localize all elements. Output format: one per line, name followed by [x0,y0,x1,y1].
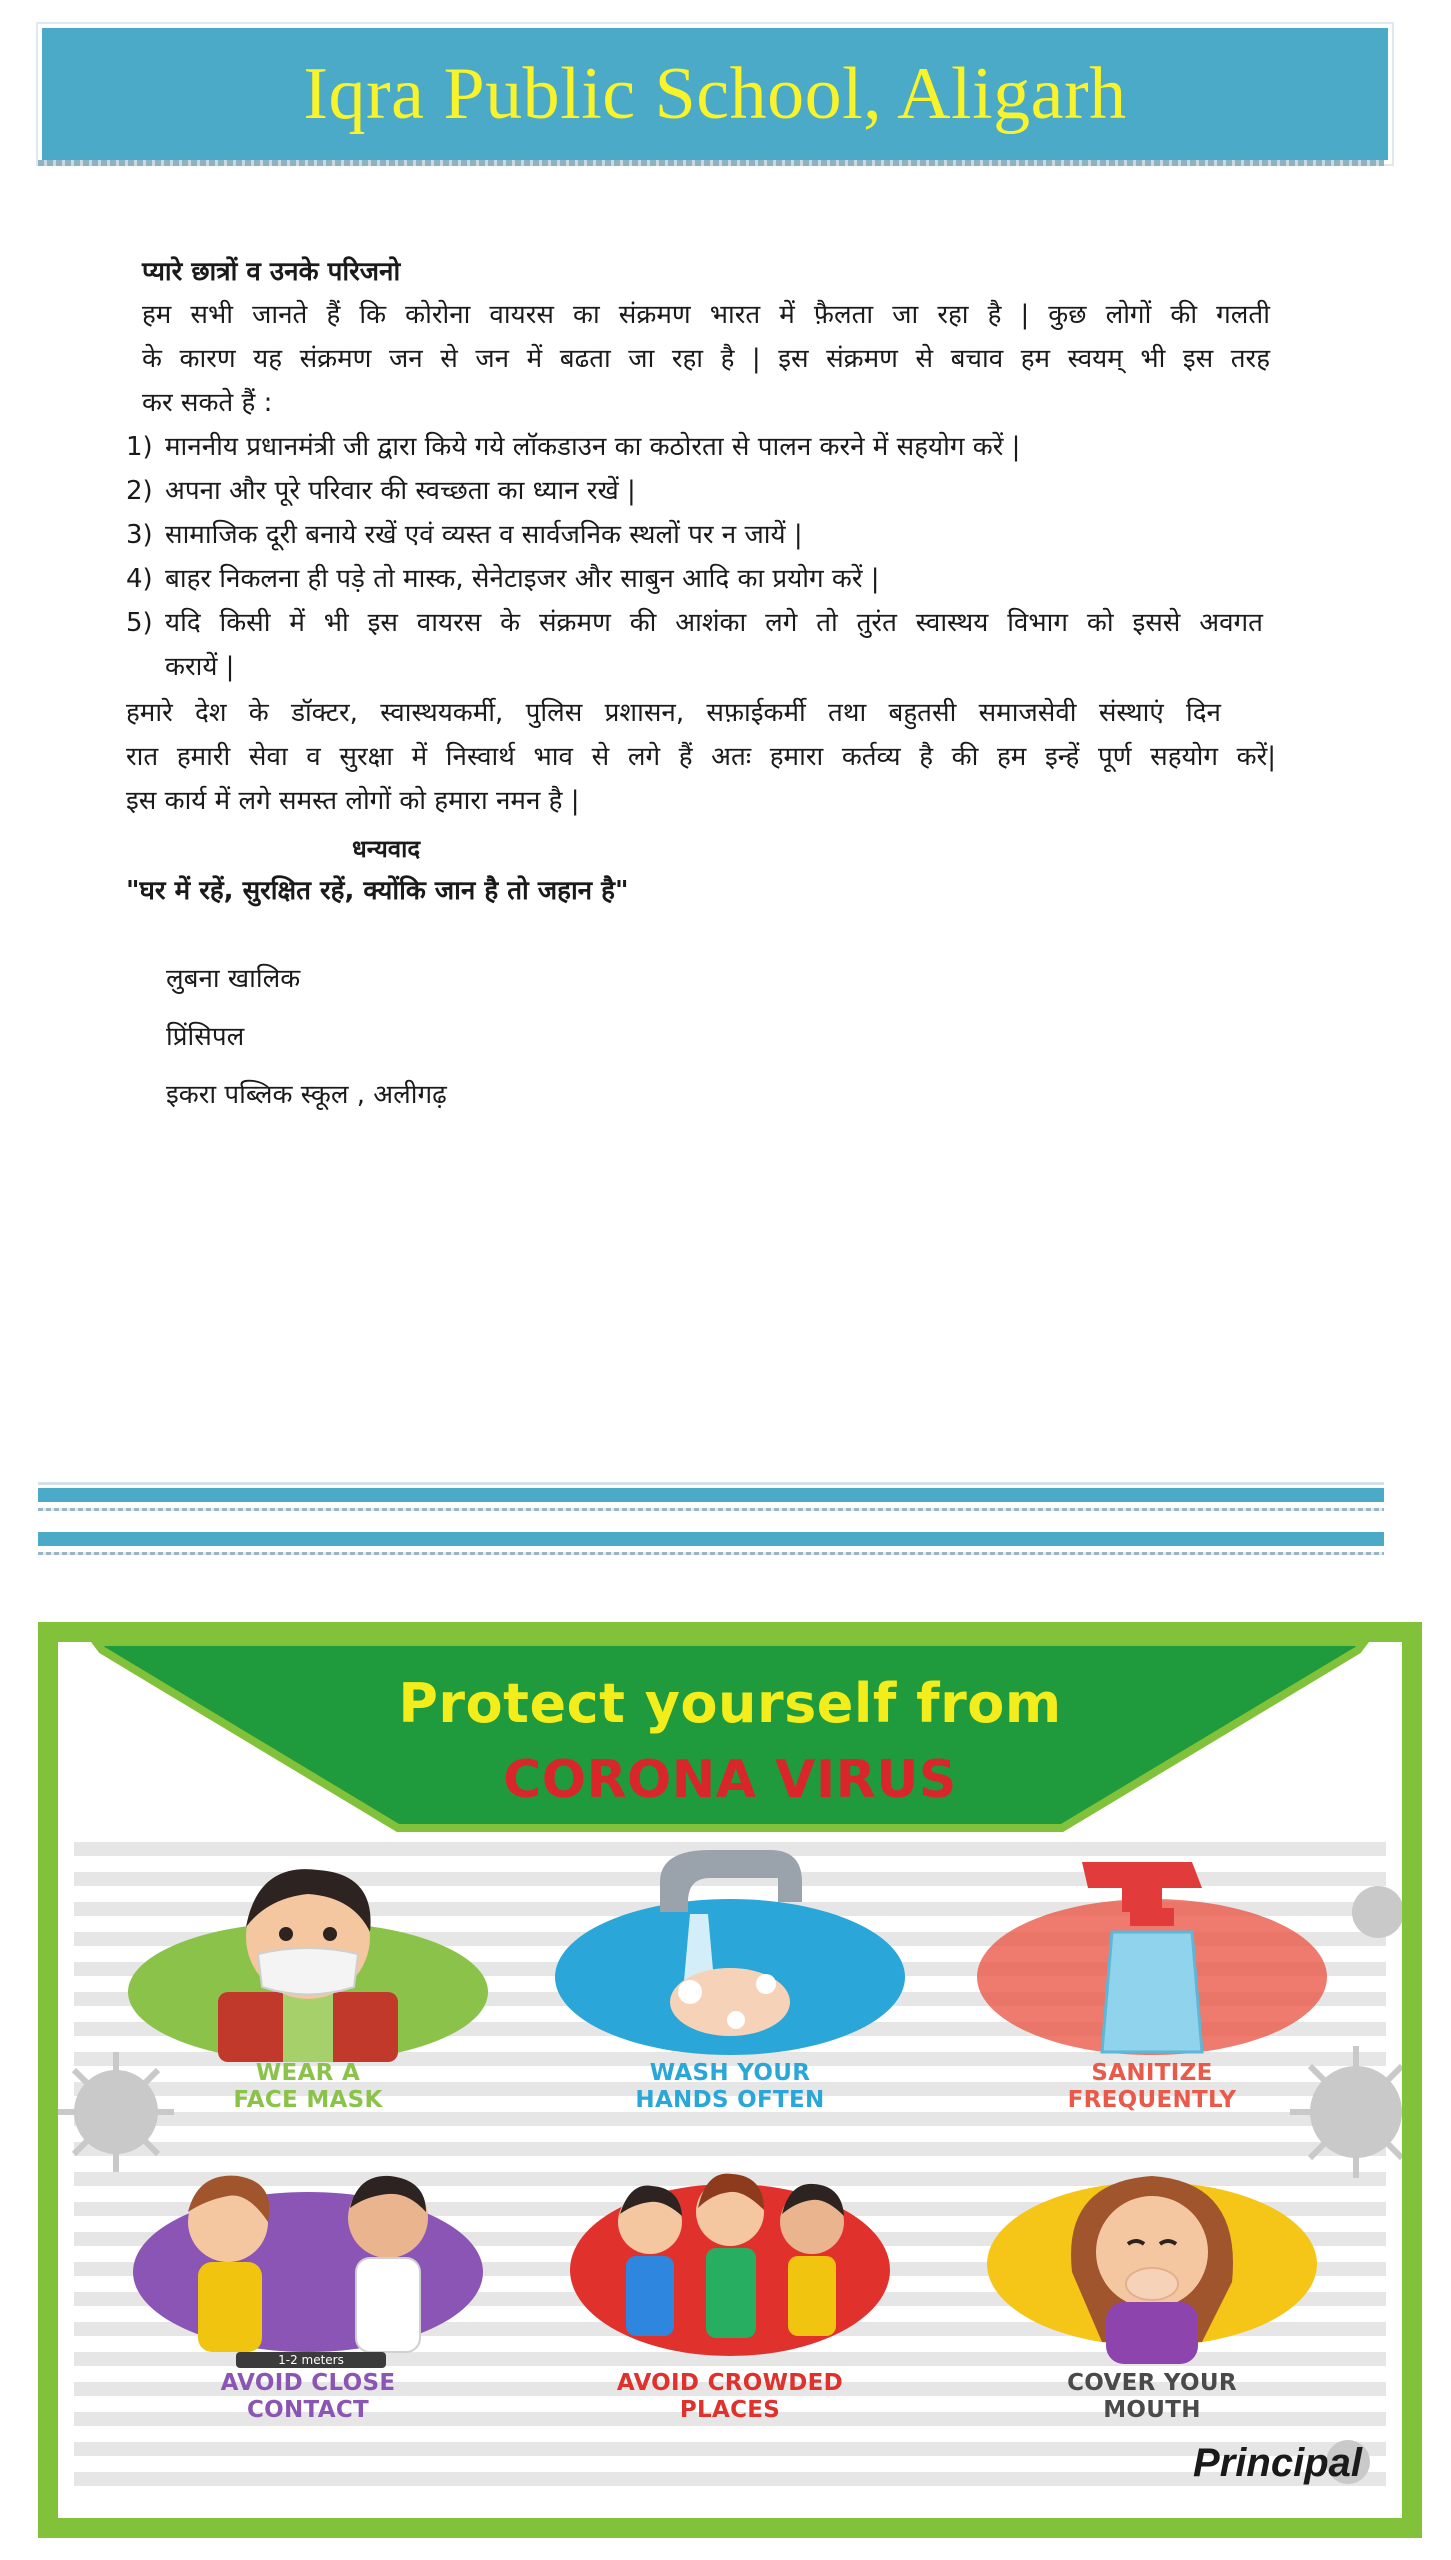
tip-avoid-crowds [540,2152,920,2442]
tip-avoid-contact [118,2152,498,2442]
tip-wear-mask [118,1842,498,2132]
intro-line: के कारण यह संक्रमण जन से जन में बढता जा रहा है | इस संक्रमण से बचाव हम स्वयम् भी इस तरह [142,344,1270,374]
poster-body [58,1642,1402,2518]
closing-line: इस कार्य में लगे समस्त लोगों को हमारा नमन है | [126,786,580,816]
poster-title: Protect yourself from [398,1672,1062,1735]
closing-line: रात हमारी सेवा व सुरक्षा में निस्वार्थ भाव से लगे हैं अतः हमारा कर्तव्य है की हम इन्हें पूर्ण सहयोग करें| [126,742,1276,772]
point-text-continued: करायें | [165,652,235,682]
tip-label: SANITIZE FREQUENTLY [1067,2060,1237,2113]
tip-label: AVOID CROWDED PLACES [616,2370,844,2423]
intro-line: हम सभी जानते हैं कि कोरोना वायरस का संक्रमण भारत में फ़ैलता जा रहा है | कुछ लोगों की गलती [142,300,1270,330]
point-number: 5) [126,608,153,638]
divider-line [38,1508,1384,1511]
point-text: माननीय प्रधानमंत्री जी द्वारा किये गये लॉकडाउन का कठोरता से पालन करने में सहयोग करें | [165,432,1021,462]
point-number: 1) [126,432,153,462]
crowd-icon [540,2152,920,2372]
divider-band [38,1532,1384,1546]
poster-header [58,1642,1402,1852]
tip-label: COVER YOUR MOUTH [1067,2370,1237,2423]
sanitizer-spray-icon [962,1842,1342,2062]
divider-line [38,1552,1384,1555]
point-number: 4) [126,564,153,594]
divider-line [38,1482,1384,1485]
header-divider [38,160,1384,166]
closing-line: हमारे देश के डॉक्टर, स्वास्थयकर्मी, पुलिस प्रशासन, सफ़ाईकर्मी तथा बहुतसी समाजसेवी संस्थाएं दिन [126,698,1221,728]
poster-subtitle: CORONA VIRUS [503,1750,957,1810]
school-name: Iqra Public School, Aligarh [303,52,1127,135]
point-number: 3) [126,520,153,550]
tip-label: WEAR A FACE MASK [233,2060,383,2113]
thanks-text: धन्यवाद [352,835,421,863]
signatory-school: इकरा पब्लिक स्कूल , अलीगढ़ [166,1080,447,1110]
header-banner [38,24,1392,164]
point-number: 2) [126,476,153,506]
tip-cover-mouth [962,2152,1342,2442]
slogan: "घर में रहें, सुरक्षित रहें, क्योंकि जान है तो जहान है" [126,876,629,906]
poster-signature: Principal [1193,2441,1362,2485]
signatory-designation: प्रिंसिपल [166,1022,245,1052]
tip-label: WASH YOUR HANDS OFTEN [635,2060,825,2113]
intro-line: कर सकते हैं : [142,388,273,418]
distance-note: 1-2 meters [278,2353,344,2367]
divider-band [38,1488,1384,1502]
tip-sanitize [962,1842,1342,2132]
point-text: सामाजिक दूरी बनाये रखें एवं व्यस्त व सार्वजनिक स्थलों पर न जायें | [165,520,803,550]
face-mask-icon [118,1842,498,2062]
signatory-name: लुबना खालिक [166,964,301,994]
point-text: बाहर निकलना ही पड़े तो मास्क, सेनेटाइजर और साबुन आदि का प्रयोग करें | [165,564,880,594]
point-text: अपना और पूरे परिवार की स्वच्छता का ध्यान रखें | [165,476,636,506]
tip-label: AVOID CLOSE CONTACT [220,2370,396,2423]
point-text: यदि किसी में भी इस वायरस के संक्रमण की आशंका लगे तो तुरंत स्वास्थय विभाग को इससे अवगत [165,608,1263,638]
social-distance-icon [118,2152,498,2372]
tip-wash-hands [540,1842,920,2132]
cover-mouth-icon [962,2152,1342,2372]
salutation: प्यारे छात्रों व उनके परिजनो [142,257,401,287]
corona-awareness-poster [38,1622,1422,2538]
hand-wash-icon [540,1842,920,2062]
